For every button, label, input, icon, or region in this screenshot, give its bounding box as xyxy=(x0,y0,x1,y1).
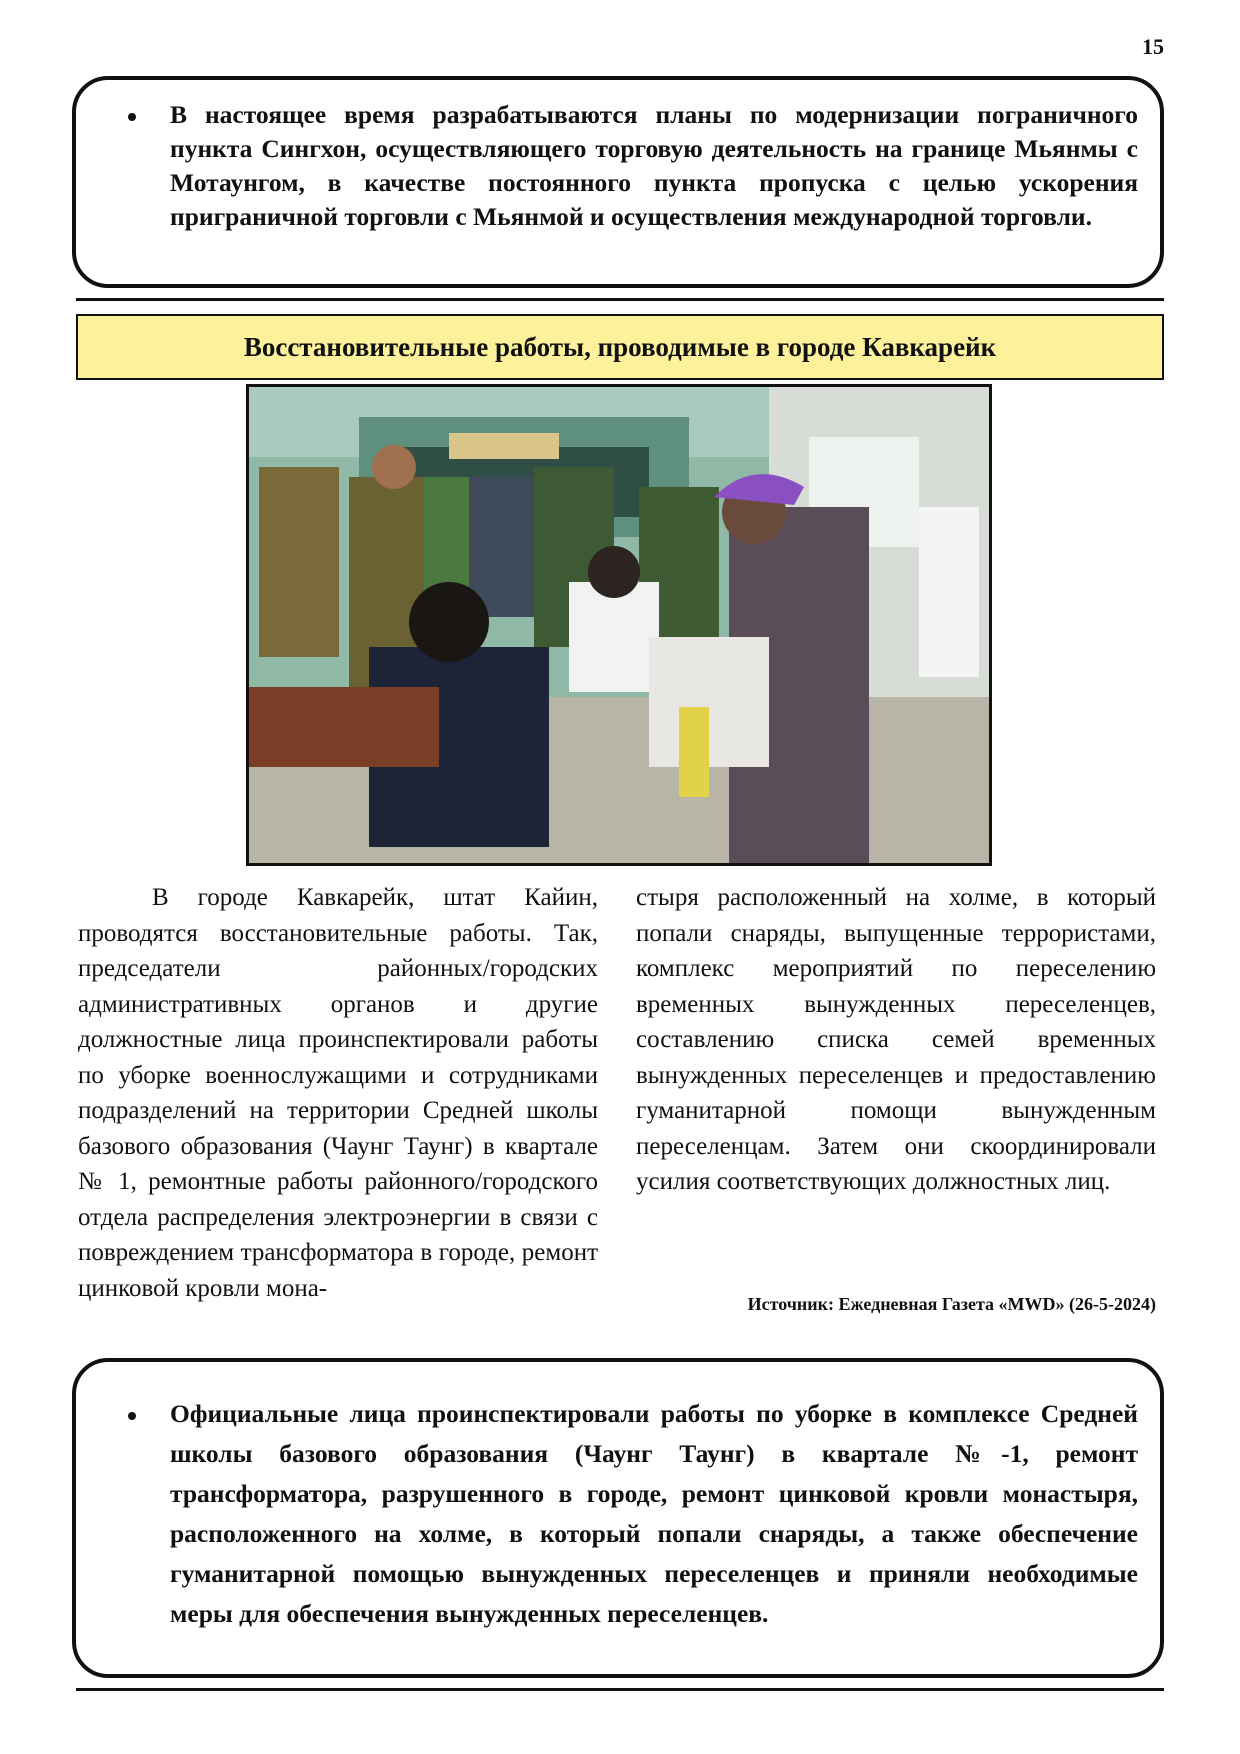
bottom-summary-box xyxy=(72,1358,1164,1678)
bullet-icon xyxy=(128,1412,136,1420)
bullet-icon xyxy=(128,113,136,121)
bottom-bullet-list xyxy=(116,1394,1138,1634)
list-item xyxy=(116,1394,1138,1634)
bullet-text: В настоящее время разрабатываются планы по модернизации пограничного пункта Сингхон, осуществляющего торговую деятельность на границе Мьянмы с Мотаунгом, в качестве постоянного пункта пропуска с целью ускорения приграничной торговли с Мьянмой и осуществления международной торговли. xyxy=(170,100,1138,231)
source-credit: Источник: Ежедневная Газета «MWD» (26-5-2024) xyxy=(747,1294,1156,1314)
list-item xyxy=(116,98,1138,234)
article-column-left: В городе Кавкарейк, штат Кайин, проводятся восстановительные работы. Так, председатели районных/городских административных органов и другие должностные лица проинспектировали работы по уборке военнослужащими и сотрудниками подразделений на территории Средней школы базового образования (Чаунг Таунг) в квартале № 1, ремонтные работы районного/городского отдела распределения электроэнергии в связи с повреждением трансформатора в городе, ремонт цинковой кровли мона- xyxy=(78,884,598,1302)
divider xyxy=(76,298,1164,301)
article-photo xyxy=(246,384,992,866)
page-number: 15 xyxy=(1142,34,1164,59)
top-bullet-list xyxy=(116,98,1138,234)
top-summary-box xyxy=(72,76,1164,288)
divider xyxy=(76,1688,1164,1691)
section-title: Восстановительные работы, проводимые в городе Кавкарейк xyxy=(76,314,1164,380)
article-column-right: стыря расположенный на холме, в который попали снаряды, выпущенные террористами, комплекс мероприятий по переселению временных вынужденных переселенцев, составлению списка семей временных вынужденных переселенцев и предоставлению гуманитарной помощи вынужденным переселенцам. Затем они скоординировали усилия соответствующих должностных лиц. xyxy=(636,884,1156,1195)
bullet-text: Официальные лица проинспектировали работы по уборке в комплексе Средней школы базового образования (Чаунг Таунг) в квартале №-1, ремонт трансформатора, разрушенного в городе, ремонт цинковой кровли монастыря, расположенного на холме, в который попали снаряды, а также обеспечение гуманитарной помощью вынужденных переселенцев и приняли необходимые меры для обеспечения вынужденных переселенцев. xyxy=(170,1399,1138,1628)
